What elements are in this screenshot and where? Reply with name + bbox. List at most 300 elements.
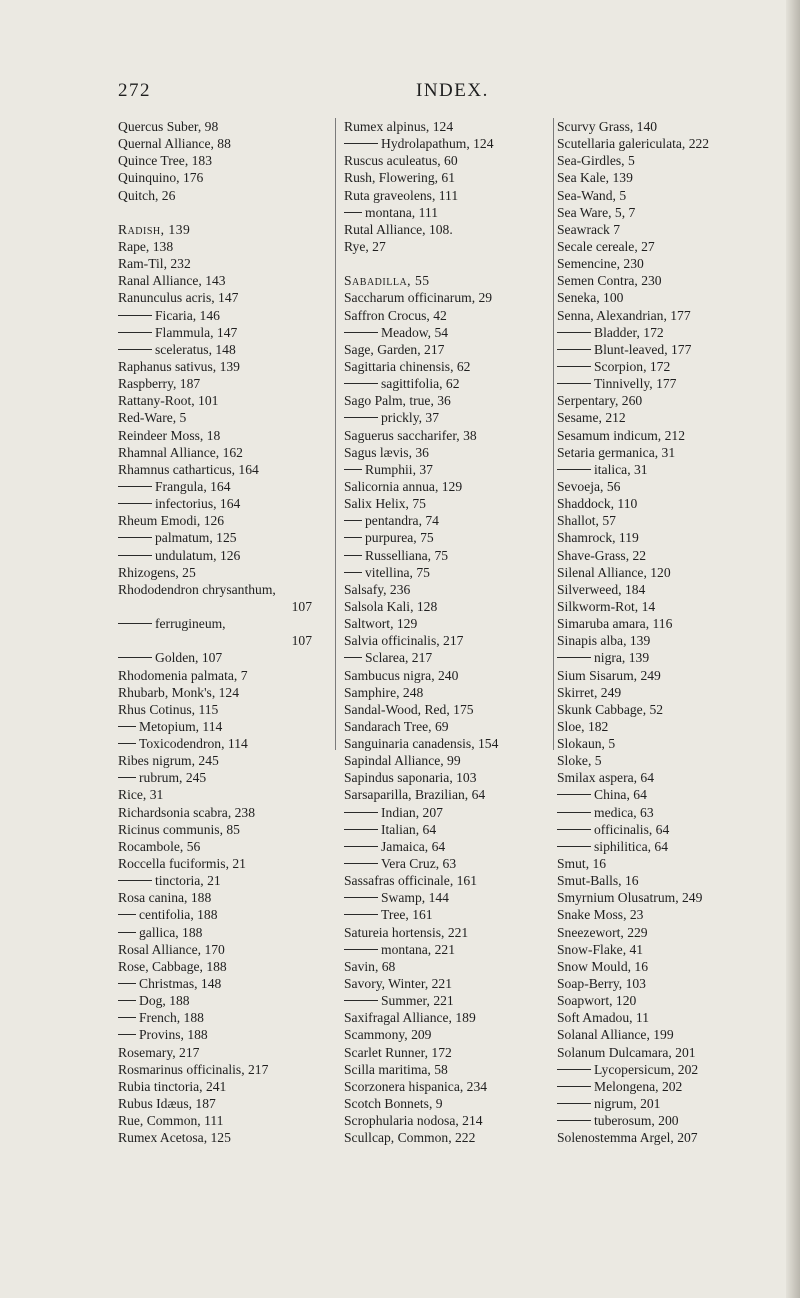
index-entry [557,324,797,341]
index-entry-text: China, 64 [594,787,647,803]
index-entry [557,255,797,272]
index-entry-text: Sassafras officinale, 161 [344,873,478,889]
index-entry-text: Sloe, 182 [557,718,609,734]
index-entry [344,1112,552,1129]
index-entry-text: Rubus Idæus, 187 [118,1096,216,1112]
index-entry [118,1129,318,1146]
index-entry-text: Quince Tree, 183 [118,153,213,169]
index-entry [344,307,552,324]
ditto-dash [118,332,152,333]
index-entry-text: Rocambole, 56 [118,838,201,854]
index-entry [344,152,552,169]
ditto-dash [344,572,362,573]
index-entry-text: pentandra, 74 [365,513,439,529]
index-entry-text: Quernal Alliance, 88 [118,136,231,152]
index-entry-text: Sinapis alba, 139 [557,633,651,649]
index-entry-text: Rhamnus catharticus, 164 [118,461,259,477]
index-entry [118,324,318,341]
index-entry-text: centifolia, 188 [139,907,218,923]
index-entry-text: Quinquino, 176 [118,170,204,186]
index-entry [557,444,797,461]
ditto-dash [344,863,378,864]
index-column-3 [557,118,797,1146]
index-entry [344,581,552,598]
index-entry-text: Rattany-Root, 101 [118,393,219,409]
index-entry-text: Shamrock, 119 [557,530,639,546]
index-entry-text: Rosemary, 217 [118,1044,200,1060]
index-entry-text: Sea Ware, 5, 7 [557,204,636,220]
index-entry [344,649,552,666]
index-entry-text: 107 [291,633,312,649]
ditto-dash [118,914,136,915]
index-entry-text: Secale cereale, 27 [557,238,655,254]
ditto-dash [557,469,591,470]
index-entry-text: Melongena, 202 [594,1078,683,1094]
index-entry-text: Bladder, 172 [594,324,664,340]
index-entry-text: Solanal Alliance, 199 [557,1027,674,1043]
index-entry-text: Sea-Wand, 5 [557,187,627,203]
index-entry-text: Scorzonera hispanica, 234 [344,1078,488,1094]
index-entry [118,289,318,306]
index-entry [118,187,318,204]
index-entry-text: Sagus lævis, 36 [344,444,429,460]
index-entry-text: Provins, 188 [139,1027,208,1043]
index-entry [557,786,797,803]
index-entry [557,512,797,529]
index-entry-text: Rose, Cabbage, 188 [118,958,227,974]
index-entry [118,238,318,255]
index-entry-text: Sandarach Tree, 69 [344,718,449,734]
index-entry [118,855,318,872]
index-entry-text: Rhizogens, 25 [118,564,196,580]
index-entry [344,135,552,152]
index-entry [344,221,552,238]
index-entry-text: Sea-Girdles, 5 [557,153,635,169]
index-entry [118,221,318,238]
index-entry-text: Ranunculus acris, 147 [118,290,239,306]
index-entry-text: Indian, 207 [381,804,443,820]
index-entry [118,135,318,152]
index-entry [557,804,797,821]
index-entry-text: Setaria germanica, 31 [557,444,676,460]
index-entry [344,872,552,889]
ditto-dash [118,743,136,744]
index-entry-text: Sneezewort, 229 [557,924,648,940]
index-entry-text: Senna, Alexandrian, 177 [557,307,691,323]
index-entry [557,684,797,701]
index-entry-text: Red-Ware, 5 [118,410,187,426]
index-entry [118,169,318,186]
index-entry [118,769,318,786]
ditto-dash [557,812,591,813]
index-entry [344,564,552,581]
index-entry [118,392,318,409]
index-entry-text: Soapwort, 120 [557,993,637,1009]
index-entry-text: Smut, 16 [557,856,607,872]
index-entry [118,1112,318,1129]
index-entry-text: montana, 111 [365,204,438,220]
ditto-dash [557,657,591,658]
index-entry-text: officinalis, 64 [594,821,670,837]
index-entry-text: undulatum, 126 [155,547,241,563]
index-entry-text: purpurea, 75 [365,530,434,546]
index-entry-text: Dog, 188 [139,993,190,1009]
index-entry [118,427,318,444]
index-entry [344,941,552,958]
index-entry [118,889,318,906]
index-entry [557,529,797,546]
index-entry [344,289,552,306]
index-entry [557,615,797,632]
index-entry [118,478,318,495]
ditto-dash [557,383,591,384]
ditto-dash [344,846,378,847]
ditto-dash [557,829,591,830]
index-entry [344,769,552,786]
index-entry-text: Rice, 31 [118,787,164,803]
index-entry [344,615,552,632]
index-entry [557,1061,797,1078]
page-header [118,80,678,104]
index-entry [557,564,797,581]
index-entry [344,118,552,135]
blank-line [118,204,318,221]
index-entry [557,855,797,872]
index-entry [344,924,552,941]
index-entry [118,272,318,289]
index-entry [118,118,318,135]
index-entry-text: Shaddock, 110 [557,496,638,512]
index-entry [557,1026,797,1043]
ditto-dash [557,1103,591,1104]
index-entry-text: Smut-Balls, 16 [557,873,639,889]
index-entry [344,169,552,186]
index-entry [557,341,797,358]
index-entry [557,204,797,221]
index-entry-text: Sanguinaria canadensis, 154 [344,736,499,752]
index-entry-text: Skirret, 249 [557,684,622,700]
index-entry [557,769,797,786]
index-entry [557,272,797,289]
index-entry-text: Sapindus saponaria, 103 [344,770,477,786]
index-entry [118,512,318,529]
index-entry [344,204,552,221]
ditto-dash [118,1000,136,1001]
index-entry [557,392,797,409]
index-entry-text: nigra, 139 [594,650,650,666]
index-entry-text: Savin, 68 [344,958,396,974]
index-entry [118,752,318,769]
index-entry [557,289,797,306]
index-column-1 [118,118,318,1146]
index-entry-text: prickly, 37 [381,410,440,426]
index-entry-text: Rhamnal Alliance, 162 [118,444,243,460]
index-entry [118,152,318,169]
index-entry-text: Richardsonia scabra, 238 [118,804,256,820]
index-entry [557,632,797,649]
index-entry-text: Semen Contra, 230 [557,273,662,289]
index-entry [557,358,797,375]
ditto-dash [557,349,591,350]
index-entry [557,547,797,564]
index-entry-text: Sloke, 5 [557,753,602,769]
index-entry [344,632,552,649]
index-entry [118,1026,318,1043]
index-entry-text: Snow Mould, 16 [557,958,649,974]
ditto-dash [344,537,362,538]
index-entry [344,752,552,769]
index-entry [557,941,797,958]
index-entry-text: French, 188 [139,1010,204,1026]
index-entry-text: Meadow, 54 [381,324,449,340]
index-entry [557,718,797,735]
ditto-dash [118,1017,136,1018]
index-entry-text: italica, 31 [594,461,648,477]
index-entry-text: Quitch, 26 [118,187,176,203]
index-entry-text: Rhubarb, Monk's, 124 [118,684,240,700]
index-entry-text: Scilla maritima, 58 [344,1061,448,1077]
index-entry-text: Rumphii, 37 [365,461,433,477]
index-entry-text: Skunk Cabbage, 52 [557,701,664,717]
index-entry-text: Sago Palm, true, 36 [344,393,451,409]
ditto-dash [557,1069,591,1070]
index-entry [557,478,797,495]
index-entry [557,409,797,426]
index-entry-text: Lycopersicum, 202 [594,1061,699,1077]
ditto-dash [344,520,362,521]
index-entry-text: tuberosum, 200 [594,1113,679,1129]
index-entry-text: Rush, Flowering, 61 [344,170,456,186]
index-entry-text: Scutellaria galericulata, 222 [557,136,710,152]
index-entry-text: Salsola Kali, 128 [344,598,438,614]
index-entry [557,1129,797,1146]
index-entry [344,512,552,529]
index-entry-text: Savory, Winter, 221 [344,976,453,992]
ditto-dash [344,657,362,658]
ditto-dash [557,1086,591,1087]
index-entry [344,906,552,923]
index-entry-text: Christmas, 148 [139,976,222,992]
index-entry-text: sagittifolia, 62 [381,376,460,392]
index-entry-text: Scammony, 209 [344,1027,432,1043]
index-entry [118,958,318,975]
index-entry [557,598,797,615]
index-entry-text: Raphanus sativus, 139 [118,358,240,374]
index-entry-text: gallica, 188 [139,924,203,940]
index-entry-text: Rhododendron chrysanthum, [118,581,276,597]
index-entry-text: 107 [291,598,312,614]
ditto-dash [118,623,152,624]
ditto-dash [118,503,152,504]
index-entry-text: rubrum, 245 [139,770,207,786]
ditto-dash [344,914,378,915]
index-entry [118,615,318,632]
index-entry-text: Seawrack 7 [557,221,621,237]
index-entry [344,529,552,546]
index-entry-text: Sarsaparilla, Brazilian, 64 [344,787,486,803]
ditto-dash [344,812,378,813]
index-entry-text: Ficaria, 146 [155,307,220,323]
index-entry [344,684,552,701]
index-entry-text: Sium Sisarum, 249 [557,667,661,683]
index-entry-text: Reindeer Moss, 18 [118,427,221,443]
index-entry [557,581,797,598]
index-entry-text: Scotch Bonnets, 9 [344,1096,443,1112]
index-entry-text: Italian, 64 [381,821,437,837]
index-entry-text: Sea Kale, 139 [557,170,633,186]
index-entry-text: Solanum Dulcamara, 201 [557,1044,696,1060]
index-entry [118,941,318,958]
index-entry [557,992,797,1009]
column-divider [553,118,554,750]
index-entry-text: Ricinus communis, 85 [118,821,240,837]
index-entry-text: Salsafy, 236 [344,581,411,597]
index-entry [344,975,552,992]
index-entry [118,649,318,666]
index-entry [557,1044,797,1061]
index-entry-text: Rheum Emodi, 126 [118,513,225,529]
index-entry [344,547,552,564]
index-entry-text: Quercus Suber, 98 [118,119,219,134]
index-entry [557,906,797,923]
index-entry [344,889,552,906]
index-entry [344,478,552,495]
index-entry [557,649,797,666]
index-entry-text: Salvia officinalis, 217 [344,633,464,649]
index-entry-text: Roccella fuciformis, 21 [118,856,246,872]
index-entry [118,409,318,426]
index-entry [344,786,552,803]
index-entry [118,255,318,272]
index-entry [118,992,318,1009]
index-entry-text: Rosa canina, 188 [118,890,212,906]
page-number: 272 [118,80,151,101]
index-entry [118,358,318,375]
index-entry [557,135,797,152]
index-entry [344,358,552,375]
index-entry-text: Sapindal Alliance, 99 [344,753,461,769]
index-entry [557,427,797,444]
ditto-dash [118,777,136,778]
index-entry [557,375,797,392]
index-entry-text: Smyrnium Olusatrum, 249 [557,890,703,906]
index-entry [118,581,318,598]
index-entry-text: Saltwort, 129 [344,616,418,632]
index-entry [118,564,318,581]
index-entry [118,718,318,735]
ditto-dash [118,726,136,727]
index-entry [118,1095,318,1112]
index-entry [557,461,797,478]
index-entry-text: Frangula, 164 [155,478,231,494]
index-entry [118,547,318,564]
ditto-dash [344,897,378,898]
ditto-dash [344,469,362,470]
index-entry [557,187,797,204]
index-entry-text: Radish, 139 [118,221,191,237]
index-entry [118,444,318,461]
index-entry-text: nigrum, 201 [594,1096,661,1112]
index-entry [118,1009,318,1026]
index-entry-text: Rumex Acetosa, 125 [118,1130,231,1146]
index-entry [344,409,552,426]
index-entry [118,821,318,838]
index-entry-text: montana, 221 [381,941,455,957]
index-entry-text: ferrugineum, [155,616,226,632]
index-entry-text: Soft Amadou, 11 [557,1010,650,1026]
index-entry-text: Rhodomenia palmata, 7 [118,667,248,683]
column-divider [335,118,336,750]
index-entry-text: Snow-Flake, 41 [557,941,644,957]
index-entry [344,495,552,512]
index-entry [557,958,797,975]
index-entry-text: Shave-Grass, 22 [557,547,647,563]
index-entry-text: Rue, Common, 111 [118,1113,224,1129]
ditto-dash [557,1120,591,1121]
index-entry [344,598,552,615]
index-entry [557,701,797,718]
index-entry [344,375,552,392]
index-entry [118,461,318,478]
ditto-dash [118,555,152,556]
index-entry-text: vitellina, 75 [365,564,430,580]
index-entry-text: palmatum, 125 [155,530,237,546]
index-entry [344,838,552,855]
index-entry [118,375,318,392]
ditto-dash [118,932,136,933]
index-entry [344,1078,552,1095]
index-entry [344,272,552,289]
index-entry [557,221,797,238]
index-entry-text: Silkworm-Rot, 14 [557,598,656,614]
index-entry [344,718,552,735]
index-entry [118,786,318,803]
index-entry-text: Blunt-leaved, 177 [594,341,692,357]
index-entry-text: Scullcap, Common, 222 [344,1130,476,1146]
index-entry [344,461,552,478]
index-entry-text: Rape, 138 [118,238,174,254]
index-entry [557,889,797,906]
index-entry [344,1026,552,1043]
index-entry-text: Sage, Garden, 217 [344,341,445,357]
ditto-dash [557,366,591,367]
index-entry [344,701,552,718]
index-entry-text: infectorius, 164 [155,496,241,512]
index-column-2 [344,118,552,1146]
index-entry-text: Semencine, 230 [557,256,644,272]
index-entry-text: Soap-Berry, 103 [557,976,646,992]
index-entry-text: Rubia tinctoria, 241 [118,1078,227,1094]
ditto-dash [118,983,136,984]
ditto-dash [118,486,152,487]
index-entry-text: Metopium, 114 [139,718,223,734]
index-entry [344,855,552,872]
index-entry-text: Scorpion, 172 [594,358,671,374]
index-entry-text: Rutal Alliance, 108. [344,221,453,237]
ditto-dash [118,657,152,658]
index-entry [118,529,318,546]
index-entry [118,975,318,992]
ditto-dash [344,332,378,333]
index-entry-text: Slokaun, 5 [557,736,616,752]
index-entry [557,1112,797,1129]
index-entry-text: Rye, 27 [344,238,386,254]
ditto-dash [557,846,591,847]
page-title: INDEX. [416,80,489,101]
index-entry [118,906,318,923]
index-entry-text: Sesamum indicum, 212 [557,427,685,443]
index-entry [118,307,318,324]
